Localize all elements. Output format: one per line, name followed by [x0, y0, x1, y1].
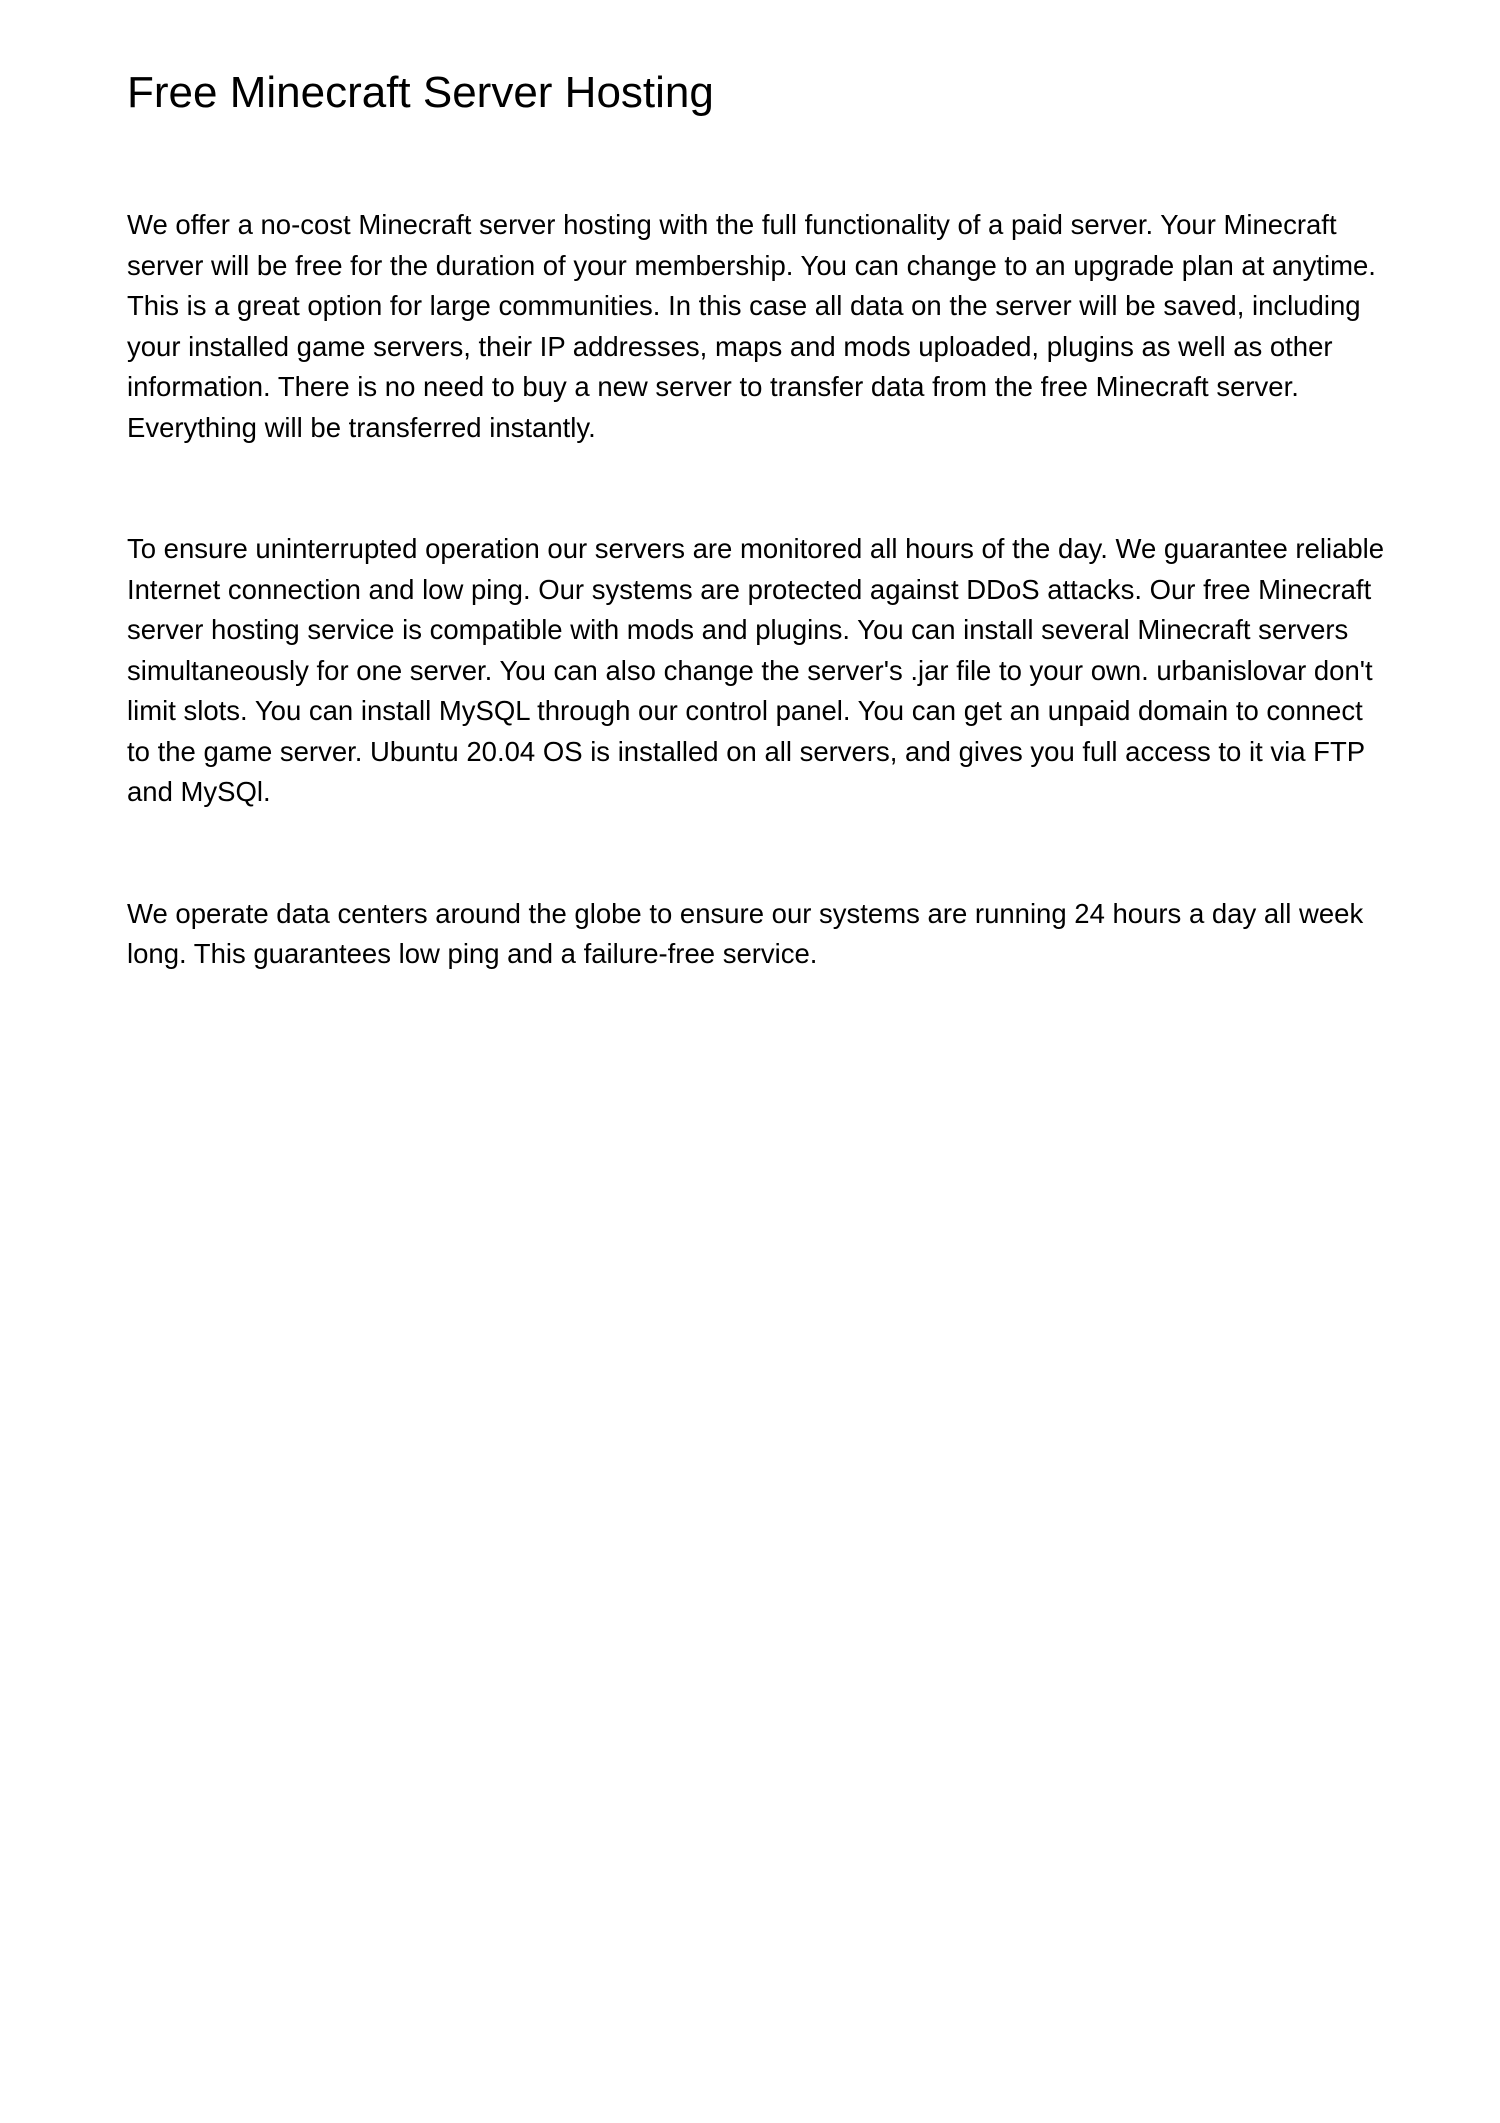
paragraph-free-hosting: We offer a no-cost Minecraft server hosting with the full functionality of a paid server. Your Minecraft server will be free for the duration of your membership. You can change to an upgrade plan at anytime. This is a great option for large communities. In this case all data on the server will be saved, including your installed game servers, their IP addresses, maps and mods uploaded, plugins as well as other information. There is no need to buy a new server to transfer data from the free Minecraft server. Everything will be transferred instantly.: [127, 209, 1376, 443]
document-page: [127, 66, 1389, 1056]
paragraph-monitoring: To ensure uninterrupted operation our servers are monitored all hours of the day. We guarantee reliable Internet connection and low ping. Our systems are protected against DDoS attacks. Our free Minecraft server hosting service is compatible with mods and plugins. You can install several Minecraft servers simultaneously for one server. You can also change the server's .jar file to your own. urbanislovar don't limit slots. You can install MySQL through our control panel. You can get an unpaid domain to connect to the game server. Ubuntu 20.04 OS is installed on all servers, and gives you full access to it via FTP and MySQl.: [127, 533, 1385, 807]
paragraph-data-centers: We operate data centers around the globe to ensure our systems are running 24 hours a day all week long. This guarantees low ping and a failure-free service.: [127, 897, 1364, 969]
page-title: Free Minecraft Server Hosting: [127, 68, 714, 117]
